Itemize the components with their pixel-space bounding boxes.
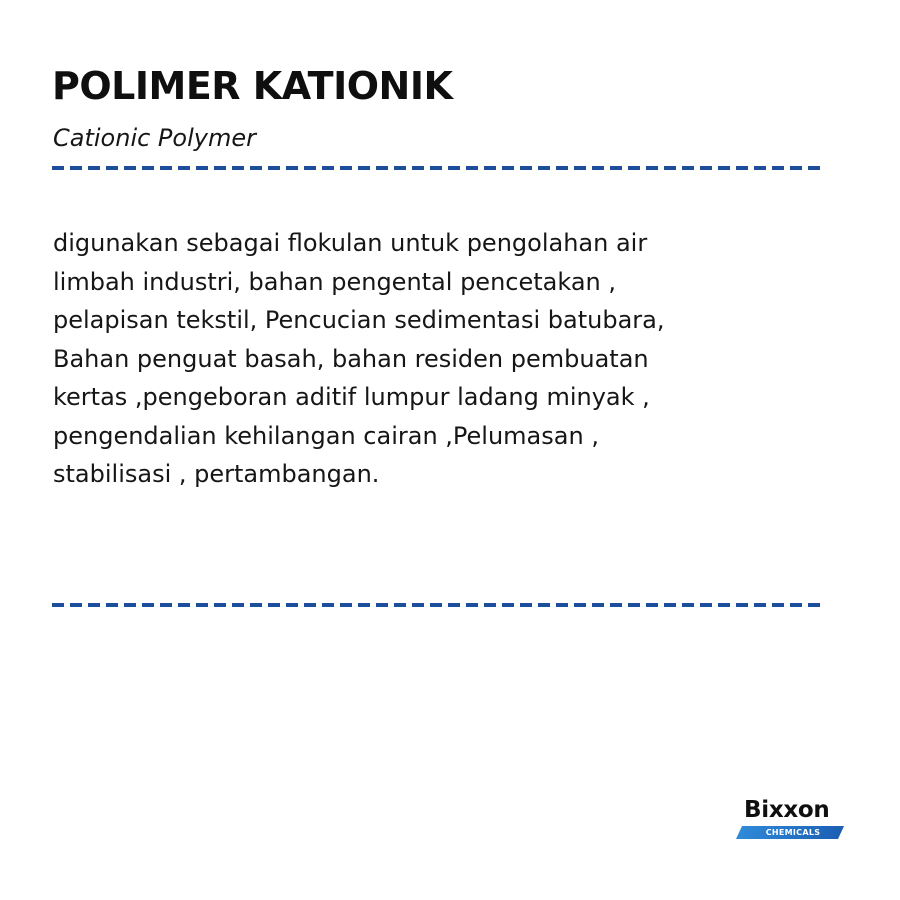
- page-title: POLIMER KATIONIK: [52, 64, 453, 108]
- top-dashed-divider: [52, 166, 824, 170]
- description-line: pengendalian kehilangan cairan ,Pelumasan ,: [53, 421, 599, 450]
- description-line: kertas ,pengeboran aditif lumpur ladang minyak ,: [53, 383, 650, 411]
- page-subtitle: Cationic Polymer: [53, 124, 256, 152]
- logo-wordmark: Bixxon: [744, 797, 830, 823]
- description-text: [53, 224, 813, 494]
- bixxon-logo: [736, 796, 840, 842]
- bottom-dashed-divider: [52, 603, 824, 607]
- description-line: digunakan sebagai flokulan untuk pengolahan air: [53, 229, 648, 257]
- description-line: limbah industri, bahan pengental pencetakan ,: [53, 267, 617, 296]
- description-line: Bahan penguat basah, bahan residen pembuatan: [53, 344, 649, 373]
- description-line: stabilisasi , pertambangan.: [53, 460, 380, 488]
- logo-tagline: CHEMICALS: [765, 828, 821, 837]
- description-line: pelapisan tekstil, Pencucian sedimentasi batubara,: [53, 306, 665, 334]
